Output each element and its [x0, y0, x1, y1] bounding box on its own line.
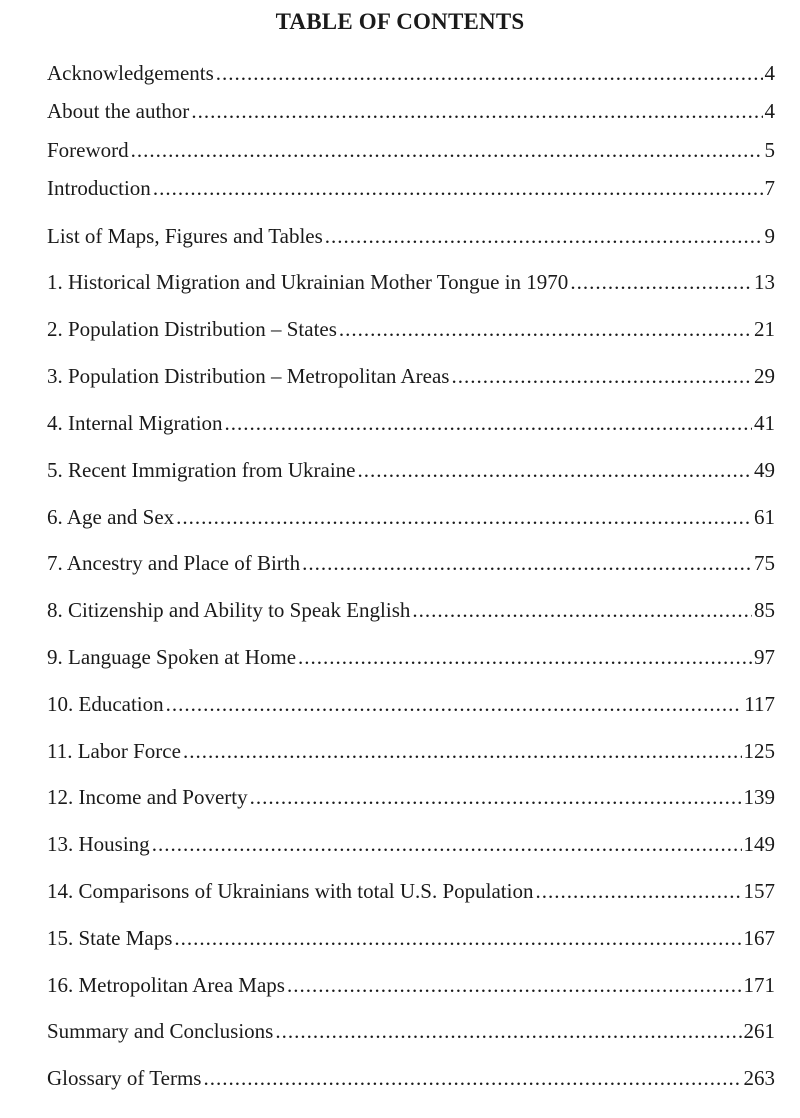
toc-entry-label: Foreword [47, 138, 129, 162]
toc-entry-page: 75 [754, 551, 775, 575]
toc-entry-page: 263 [743, 1066, 775, 1090]
toc-entry-page: 97 [754, 645, 775, 669]
toc-entry[interactable] [47, 98, 775, 124]
toc-entry-label: 12. Income and Poverty [47, 785, 248, 809]
toc-entry-page: 157 [743, 879, 775, 903]
toc-entry[interactable] [47, 784, 775, 810]
toc-entry-label: 9. Language Spoken at Home [47, 645, 297, 669]
toc-entry[interactable] [47, 644, 775, 670]
toc-entry[interactable] [47, 410, 775, 436]
toc-entry[interactable] [47, 878, 775, 904]
toc-entry-label: 11. Labor Force [47, 739, 181, 763]
toc-entry-page: 167 [743, 926, 775, 950]
toc-entry-page: 149 [743, 832, 775, 856]
dot-leader [570, 269, 752, 295]
toc-entry-page: 4 [764, 99, 775, 123]
toc-entry[interactable] [47, 137, 775, 163]
toc-entry[interactable] [47, 550, 775, 576]
toc-entry[interactable] [47, 504, 775, 530]
toc-entry-label: About the author [47, 99, 190, 123]
toc-entry-label: 2. Population Distribution – States [47, 317, 337, 341]
toc-entry-label: Glossary of Terms [47, 1066, 202, 1090]
toc-entry-label: 14. Comparisons of Ukrainians with total U.S. Population [47, 879, 534, 903]
dot-leader [302, 550, 752, 576]
toc-entry-label: 8. Citizenship and Ability to Speak English [47, 598, 411, 622]
toc-entry-label: 5. Recent Immigration from Ukraine [47, 458, 356, 482]
toc-entry[interactable] [47, 738, 775, 764]
dot-leader [298, 644, 752, 670]
toc-entry[interactable] [47, 175, 775, 201]
dot-leader [275, 1018, 741, 1044]
toc-entry-label: Acknowledgements [47, 61, 214, 85]
toc-entry[interactable] [47, 925, 775, 951]
page-title: TABLE OF CONTENTS [275, 9, 525, 34]
toc-entry-label: Summary and Conclusions [47, 1019, 274, 1043]
toc-entry-page: 13 [754, 270, 775, 294]
dot-leader [166, 691, 743, 717]
dot-leader [451, 363, 752, 389]
toc-entry-page: 5 [764, 138, 775, 162]
dot-leader [325, 223, 763, 249]
toc-entry[interactable] [47, 1018, 775, 1044]
dot-leader [176, 504, 752, 530]
toc-entry-page: 49 [754, 458, 775, 482]
dot-leader [287, 972, 742, 998]
toc-entry-label: 1. Historical Migration and Ukrainian Mother Tongue in 1970 [47, 270, 569, 294]
toc-entry-page: 4 [764, 61, 775, 85]
toc-entry-label: 16. Metropolitan Area Maps [47, 973, 285, 997]
toc-entry-page: 41 [754, 411, 775, 435]
toc-entry-label: Introduction [47, 176, 151, 200]
dot-leader [535, 878, 741, 904]
dot-leader [131, 137, 763, 163]
toc-entry-page: 125 [743, 739, 775, 763]
toc-entry-label: 7. Ancestry and Place of Birth [47, 551, 301, 575]
dot-leader [174, 925, 741, 951]
toc-entry-label: 6. Age and Sex [47, 505, 175, 529]
toc-entry[interactable] [47, 60, 775, 86]
toc-entry-page: 21 [754, 317, 775, 341]
dot-leader [183, 738, 742, 764]
toc-entry[interactable] [47, 597, 775, 623]
dot-leader [250, 784, 742, 810]
toc-entry-page: 261 [743, 1019, 775, 1043]
toc-entry-page: 7 [764, 176, 775, 200]
toc-entry-page: 61 [754, 505, 775, 529]
toc-entry-page: 139 [743, 785, 775, 809]
toc-entry-page: 171 [743, 973, 775, 997]
dot-leader [152, 831, 742, 857]
dot-leader [225, 410, 752, 436]
toc-entry[interactable] [47, 363, 775, 389]
toc-entry-page: 85 [754, 598, 775, 622]
toc-entry-label: 13. Housing [47, 832, 150, 856]
toc-entry-page: 29 [754, 364, 775, 388]
toc-entry-label: 3. Population Distribution – Metropolitan Areas [47, 364, 450, 388]
toc-entry-page: 117 [744, 692, 775, 716]
dot-leader [358, 457, 753, 483]
toc-entry[interactable] [47, 457, 775, 483]
toc-entry[interactable] [47, 223, 775, 249]
toc-entry[interactable] [47, 691, 775, 717]
dot-leader [216, 60, 763, 86]
toc-entry-label: 15. State Maps [47, 926, 173, 950]
toc-entry[interactable] [47, 831, 775, 857]
toc-entry-page: 9 [764, 224, 775, 248]
toc-entry-label: 10. Education [47, 692, 164, 716]
dot-leader [153, 175, 763, 201]
toc-entry[interactable] [47, 1065, 775, 1091]
toc-entry-label: 4. Internal Migration [47, 411, 223, 435]
toc-entry-label: List of Maps, Figures and Tables [47, 224, 323, 248]
dot-leader [339, 316, 752, 342]
dot-leader [203, 1065, 741, 1091]
toc-entry[interactable] [47, 269, 775, 295]
dot-leader [191, 98, 762, 124]
dot-leader [412, 597, 752, 623]
toc-entry[interactable] [47, 972, 775, 998]
toc-entry[interactable] [47, 316, 775, 342]
